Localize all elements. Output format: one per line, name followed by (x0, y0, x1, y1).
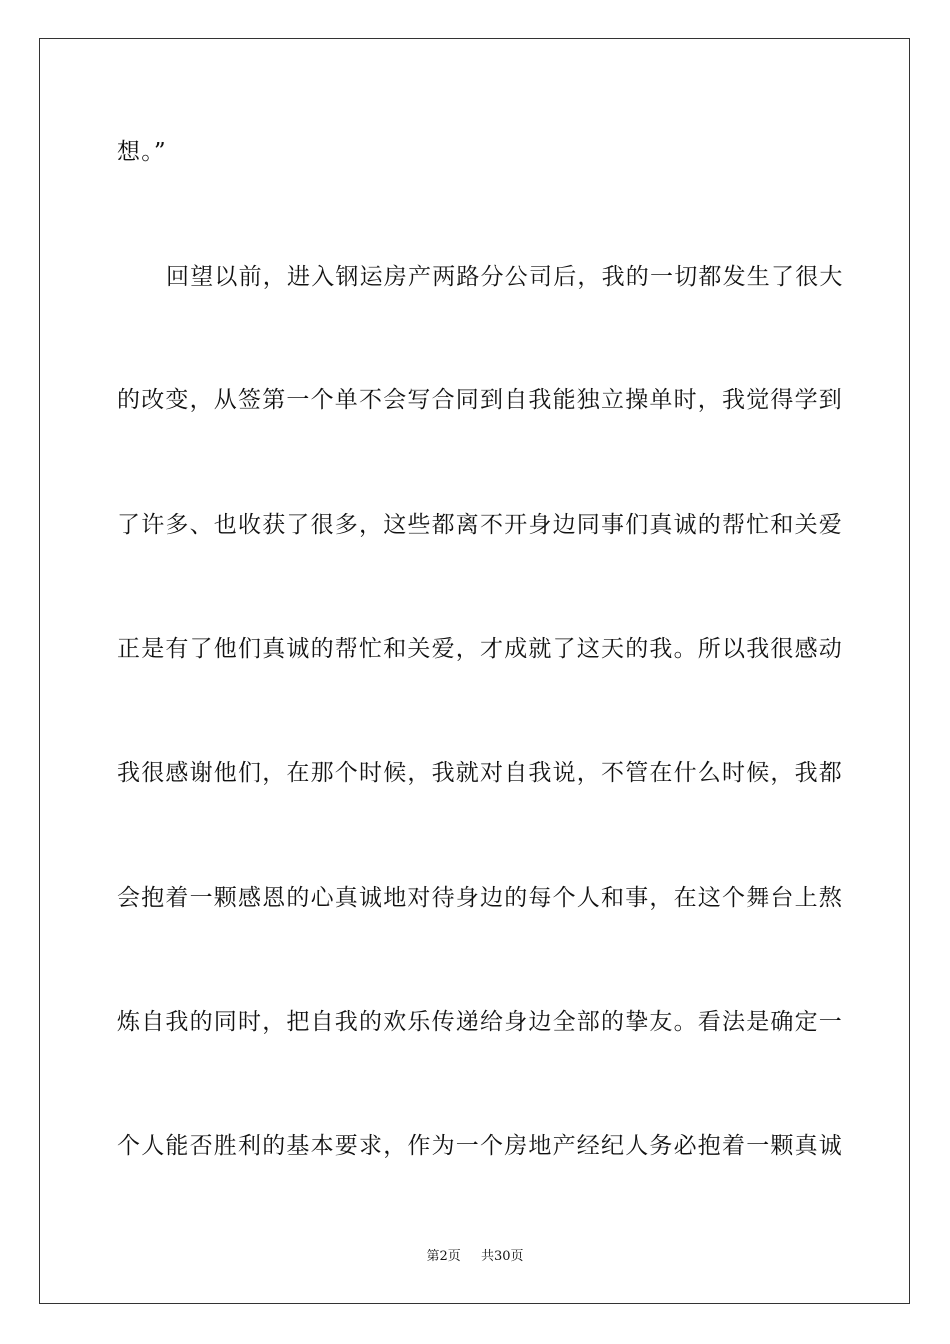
text-line-4: 了许多、也收获了很多，这些都离不开身边同事们真诚的帮忙和关爱 (117, 512, 843, 538)
text-line-9: 个人能否胜利的基本要求，作为一个房地产经纪人务必抱着一颗真诚 (117, 1133, 843, 1159)
text-line-2: 回望以前，进入钢运房产两路分公司后，我的一切都发生了很大 (166, 264, 844, 290)
text-line-8: 炼自我的同时，把自我的欢乐传递给身边全部的挚友。看法是确定一 (117, 1009, 843, 1035)
text-line-7: 会抱着一颗感恩的心真诚地对待身边的每个人和事，在这个舞台上熬 (117, 885, 843, 911)
page-number: 第2页 (426, 1249, 461, 1264)
page-footer (0, 1248, 950, 1266)
text-line-5: 正是有了他们真诚的帮忙和关爱，才成就了这天的我。所以我很感动 (117, 636, 843, 662)
text-line-3: 的改变，从签第一个单不会写合同到自我能独立操单时，我觉得学到 (117, 387, 843, 413)
page-border (39, 38, 910, 1304)
text-line-6: 我很感谢他们，在那个时候，我就对自我说，不管在什么时候，我都 (117, 760, 843, 786)
page-total: 共30页 (480, 1249, 524, 1264)
text-line-1: 想。” (117, 139, 167, 165)
